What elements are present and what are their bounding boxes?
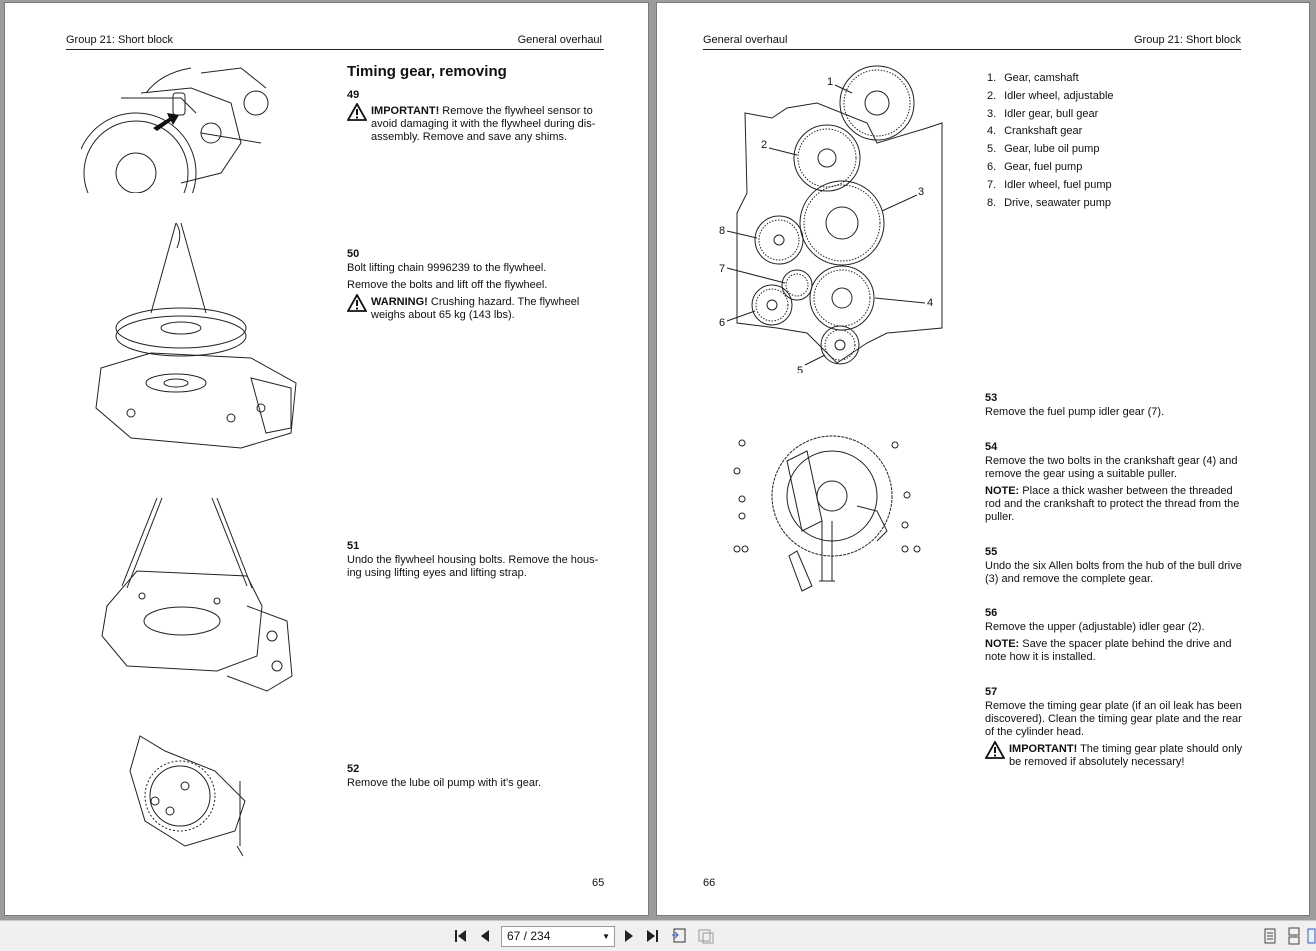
callout-4: 4 [927,297,934,309]
step-text: Remove the fuel pump idler gear (7). [985,406,1165,418]
header-rule [703,49,1241,50]
step-text: Undo the six Allen bolts from the hub of the bull drive (3) and remove the complete gear. [985,560,1242,585]
note-body: Place a thick washer between the threaded rod and the crankshaft to protect the thread from the puller. [985,485,1240,523]
continuous-view-button[interactable] [1285,927,1303,945]
page-65 [4,2,649,916]
warning-label: WARNING! [371,296,428,308]
step-number: 57 [985,686,998,698]
step-number: 50 [347,248,360,260]
callout-7: 7 [719,263,726,275]
note-label: NOTE: [985,638,1020,650]
first-page-button[interactable] [452,927,470,945]
next-page-button[interactable] [620,927,638,945]
header-right: General overhaul [517,34,602,46]
step-52 [347,763,602,794]
legend-item: 7. Idler wheel, fuel pump [987,178,1112,191]
legend-item: 8. Drive, seawater pump [987,196,1112,209]
prev-page-icon [477,927,495,945]
step-56 [985,607,1247,668]
page-number-select[interactable] [501,926,615,947]
step-text: Bolt lifting chain 9996239 to the flywheel. [347,262,547,274]
warning-note [347,296,602,322]
warning-triangle-icon [347,294,367,312]
oil-pump-figure [125,731,265,861]
page-indicator: 67 / 234 [507,929,551,943]
legend-item: 2. Idler wheel, adjustable [987,89,1114,102]
fit-page-button[interactable] [670,927,688,945]
warning-triangle-icon [985,741,1005,759]
important-label: IMPORTANT! [1009,743,1078,755]
step-54 [985,441,1247,528]
important-note [347,105,602,144]
note-text [985,638,1247,664]
step-51 [347,540,602,584]
callout-1: 1 [827,76,834,88]
page-66 [656,2,1310,916]
flywheel-lift-figure [91,218,301,453]
header-rule [66,49,604,50]
step-number: 49 [347,89,360,101]
step-57 [985,686,1247,769]
legend-item: 3. Idler gear, bull gear [987,107,1099,120]
page-number: 66 [703,877,716,889]
timing-gear-diagram [717,63,1007,373]
prev-page-button[interactable] [477,927,495,945]
gear-legend [987,72,1114,214]
important-note [985,743,1247,769]
warning-text: Crushing hazard. The flywheel weighs about 65 kg (143 lbs). [371,296,580,321]
important-text: The timing gear plate should only be removed if absolutely necessary! [1009,743,1243,768]
header-left: Group 21: Short block [66,34,174,46]
section-title: Timing gear, removing [347,63,507,80]
step-55 [985,546,1247,590]
callout-3: 3 [918,186,925,198]
last-page-icon [644,927,662,945]
callout-2: 2 [761,139,768,151]
note-label: NOTE: [985,485,1020,497]
important-label: IMPORTANT! [371,105,440,117]
next-page-icon [620,927,638,945]
callout-8: 8 [719,225,726,237]
viewer-toolbar [0,920,1316,951]
step-49 [347,89,602,144]
step-number: 54 [985,441,998,453]
facing-view-button[interactable] [1306,927,1316,945]
fit-page-icon [670,927,688,945]
step-50 [347,248,602,322]
step-number: 56 [985,607,998,619]
page-number: 65 [592,877,605,889]
crankshaft-puller-figure [727,421,942,601]
callout-6: 6 [719,317,726,329]
step-53 [985,392,1247,423]
flywheel-sensor-figure [81,63,271,193]
single-page-view-button[interactable] [1261,927,1279,945]
first-page-icon [452,927,470,945]
callout-5: 5 [797,365,804,373]
important-text: Remove the flywheel sensor to avoid damaging it with the flywheel during dis-assembly. Remove and save any shims. [371,105,596,143]
step-number: 51 [347,540,360,552]
step-text: Remove the lube oil pump with it's gear. [347,777,542,789]
legend-item: 4. Crankshaft gear [987,125,1083,138]
note-body: Save the spacer plate behind the drive and note how it is installed. [985,638,1232,663]
step-text: Remove the bolts and lift off the flywheel. [347,279,548,291]
facing-page-icon [1306,927,1316,945]
chevron-down-icon: ▼ [602,932,610,941]
continuous-page-icon [1285,927,1303,945]
fit-width-icon [697,927,715,945]
step-number: 55 [985,546,998,558]
step-number: 53 [985,392,998,404]
last-page-button[interactable] [644,927,662,945]
header-left: General overhaul [703,34,788,46]
header-right: Group 21: Short block [1133,34,1241,46]
step-text: Remove the upper (adjustable) idler gear (2). [985,621,1205,633]
fit-width-button[interactable] [697,927,715,945]
note-text [985,485,1247,524]
legend-item: 6. Gear, fuel pump [987,160,1083,173]
step-number: 52 [347,763,360,775]
single-page-icon [1261,927,1279,945]
legend-item: 5. Gear, lube oil pump [987,143,1100,156]
step-text: Remove the two bolts in the crankshaft gear (4) and remove the gear using a suitable puller. [985,455,1238,480]
housing-lift-figure [97,496,297,701]
warning-triangle-icon [347,103,367,121]
step-text: Remove the timing gear plate (if an oil leak has been discovered). Clean the timing gear plate and the rear of the cylinder head. [985,700,1242,738]
legend-item: 1. Gear, camshaft [987,72,1079,84]
step-text: Undo the flywheel housing bolts. Remove the hous-ing using lifting eyes and lifting strap. [347,554,599,579]
